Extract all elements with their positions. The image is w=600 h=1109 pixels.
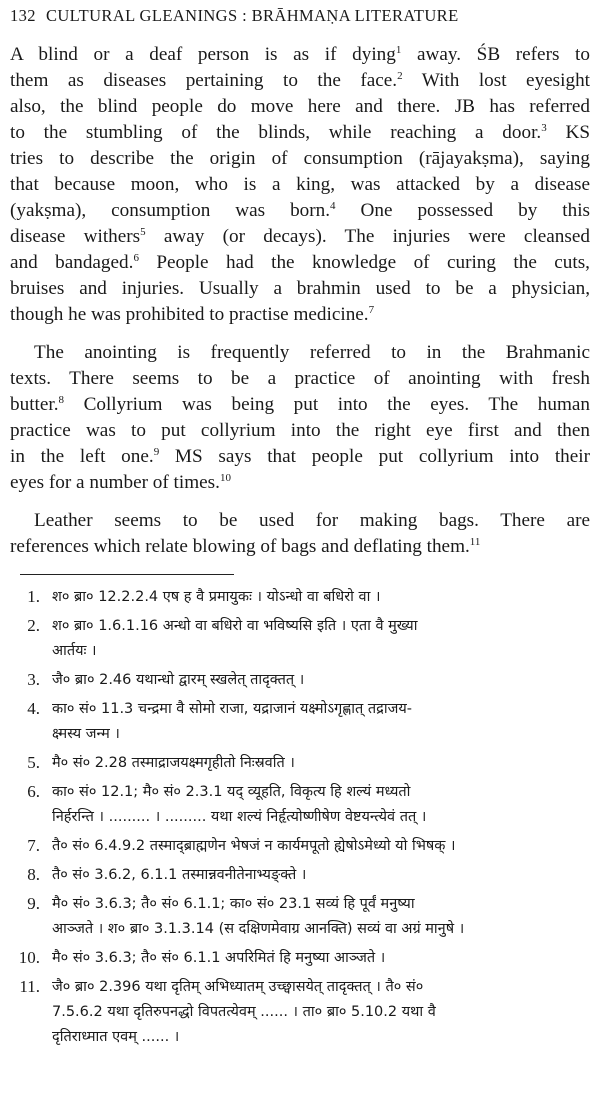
- text-line: them as diseases pertaining to the face.$^2$ With lost eyesight: [10, 70, 590, 91]
- footnote-marker[interactable]: 4: [330, 200, 336, 212]
- text-line: tries to describe the origin of consumption (rājayakṣma), saying: [10, 148, 590, 169]
- text-line: bruises and injuries. Usually a brahmin used to be a physician,: [10, 278, 590, 299]
- footnote-marker[interactable]: 11: [469, 536, 481, 548]
- footnote-marker[interactable]: 8: [58, 394, 64, 406]
- text-line: Leather seems to be used for making bags. There are: [34, 510, 590, 531]
- running-title: CULTURAL GLEANINGS : BRĀHMAṆA LITERATURE: [45, 6, 459, 25]
- text-line: A blind or a deaf person is as if dying$^1$ away. ŚB refers to: [10, 44, 590, 65]
- footnote-text: जै० ब्रा० 2.46 यथान्धो द्वारम् स्खलेत् तादृक्तत् ।: [52, 672, 305, 688]
- footnote-text: का० सं० 12.1; मै० सं० 2.3.1 यद् व्यूहति, विकृत्य हि शल्यं मध्यतो निर्हरन्ति । ......... । ......... यथा शल्यं निर्हृत्योष्णीषेण वेष्टयन्त्येवं तत् ।: [52, 784, 427, 825]
- footnote: [10, 780, 590, 830]
- footnote-marker[interactable]: 6: [133, 252, 139, 264]
- footnote-number: 4.: [27, 699, 40, 718]
- footnote-number: 2.: [27, 616, 40, 635]
- footnote-text: मै० सं० 3.6.3; तै० सं० 6.1.1 अपरिमितं हि मनुष्या आञ्जते ।: [52, 950, 386, 966]
- footnote-marker[interactable]: 9: [153, 446, 160, 458]
- text-line: also, the blind people do move here and there. JB has referred: [10, 96, 590, 117]
- footnote-marker[interactable]: 3: [541, 122, 547, 134]
- footnote-number: 9.: [27, 894, 40, 913]
- footnote: [10, 975, 590, 1050]
- text-line: references which relate blowing of bags and deflating them.$^{11}$: [10, 536, 481, 557]
- text-line: disease withers$^5$ away (or decays). The injuries were cleansed: [10, 226, 590, 247]
- text-line: The anointing is frequently referred to in the Brahmanic: [34, 342, 590, 363]
- footnote-text: तै० सं० 3.6.2, 6.1.1 तस्मान्नवनीतेनाभ्यङ्क्ते ।: [52, 867, 307, 883]
- text-line: to the stumbling of the blinds, while reaching a door.$^3$ KS: [10, 122, 590, 143]
- text-line: (yakṣma), consumption was born.$^4$ One possessed by this: [10, 200, 590, 221]
- footnote-marker[interactable]: 2: [397, 70, 403, 82]
- footnote-marker[interactable]: 5: [140, 226, 146, 238]
- footnote-marker[interactable]: 7: [368, 304, 375, 316]
- body-text: [10, 42, 590, 560]
- footnote-marker[interactable]: 1: [395, 44, 402, 56]
- paragraph: [10, 340, 590, 496]
- footnote-number: 6.: [27, 782, 40, 801]
- footnote-text: मै० सं० 2.28 तस्माद्राजयक्ष्मगृहीतो निःस्रवति ।: [52, 755, 295, 771]
- running-head: [10, 6, 590, 42]
- text-line: eyes for a number of times.$^{10}$: [10, 472, 231, 493]
- footnote-number: 8.: [27, 865, 40, 884]
- text-line: that because moon, who is a king, was attacked by a disease: [10, 174, 590, 195]
- footnote: [10, 946, 590, 971]
- footnote-text: मै० सं० 3.6.3; तै० सं० 6.1.1; का० सं० 23.1 सव्यं हि पूर्वं मनुष्या आञ्जते । श० ब्रा० 3.1.3.14 (स दक्षिणमेवाग्र आनक्ति) सव्यं वा अग्रं मानुषे ।: [52, 896, 465, 937]
- text-line: in the left one.$^9$ MS says that people put collyrium into their: [10, 446, 591, 467]
- footnote: [10, 863, 590, 888]
- page-number: 132: [10, 6, 36, 25]
- footnote-number: 10.: [18, 948, 40, 967]
- footnote-text: श० ब्रा० 12.2.2.4 एष ह वै प्रमायुकः । योऽन्धो वा बधिरो वा ।: [52, 589, 381, 605]
- footnote: [10, 892, 590, 942]
- footnote-number: 7.: [27, 836, 40, 855]
- text-line: texts. There seems to be a practice of anointing with fresh: [10, 368, 590, 389]
- footnote: [10, 834, 590, 859]
- footnote-text: श० ब्रा० 1.6.1.16 अन्धो वा बधिरो वा भविष्यसि इति । एता वै मुख्या आर्तयः ।: [52, 618, 418, 659]
- footnote: [10, 614, 590, 664]
- footnote: [10, 697, 590, 747]
- footnote: [10, 751, 590, 776]
- footnote-number: 3.: [27, 670, 40, 689]
- footnote-marker[interactable]: 10: [219, 472, 231, 484]
- footnote-text: का० सं० 11.3 चन्द्रमा वै सोमो राजा, यद्राजानं यक्ष्मोऽगृह्णात् तद्राजय- क्ष्मस्य जन्म ।: [52, 701, 413, 742]
- footnote-text: तै० सं० 6.4.9.2 तस्माद्ब्राह्मणेन भेषजं न कार्यमपूतो ह्येषोऽमेध्यो यो भिषक् ।: [52, 838, 456, 854]
- footnote-text: जै० ब्रा० 2.396 यथा दृतिम् अभिध्यातम् उच्छ्वासयेत् तादृक्तत् । तै० सं० 7.5.6.2 यथा दृतिरुपनद्धो विपतत्येवम् ...... । ता० ब्रा० 5.10.2 यथा वै दृतिराध्मात एवम् ...... ।: [52, 979, 436, 1045]
- footnote: [10, 585, 590, 610]
- footnote-number: 1.: [27, 587, 40, 606]
- text-line: though he was prohibited to practise medicine.$^7$: [10, 304, 375, 325]
- footnote-rule: [20, 574, 234, 575]
- text-line: butter.$^8$ Collyrium was being put into the eyes. The human: [10, 394, 590, 415]
- text-line: practice was to put collyrium into the right eye first and then: [10, 420, 590, 441]
- footnotes: [10, 585, 590, 1050]
- footnote-number: 11.: [19, 977, 40, 996]
- paragraph: [10, 508, 590, 560]
- text-line: and bandaged.$^6$ People had the knowledge of curing the cuts,: [10, 252, 590, 273]
- paragraph: [10, 42, 590, 328]
- footnote: [10, 668, 590, 693]
- footnote-number: 5.: [27, 753, 40, 772]
